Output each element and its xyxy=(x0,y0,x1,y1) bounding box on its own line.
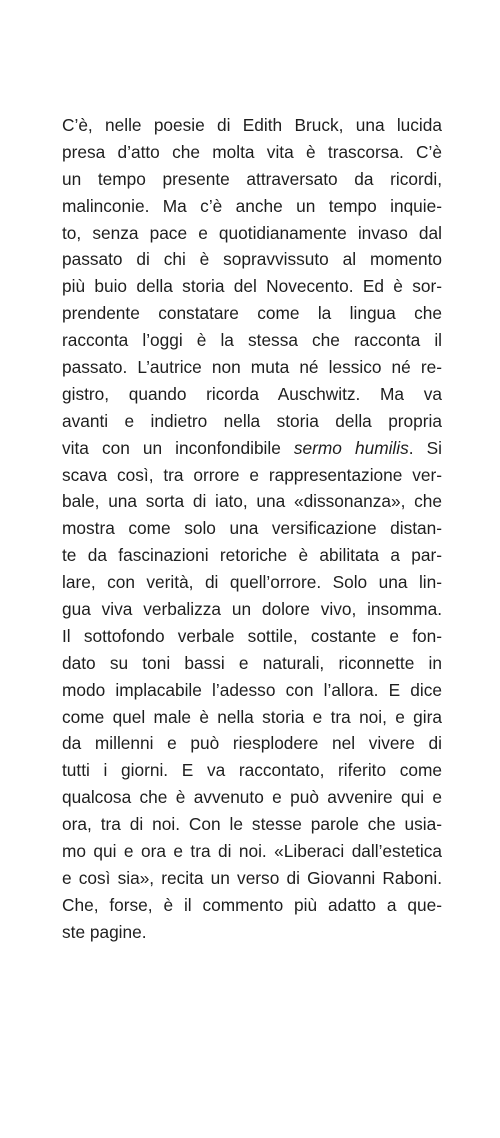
text-segment: ora, tra di noi. Con le stesse parole che usia- xyxy=(62,814,442,835)
text-line xyxy=(62,730,442,757)
text-segment: da millenni e può riesplodere nel vivere di xyxy=(62,733,442,754)
text-line xyxy=(62,354,442,381)
text-segment: Il sottofondo verbale sottile, costante e fon- xyxy=(62,625,442,646)
text-segment: passato di chi è sopravvissuto al momento xyxy=(62,249,442,270)
text-segment: lare, con verità, di quell’orrore. Solo una lin- xyxy=(62,572,442,593)
text-line xyxy=(62,220,442,247)
text-line xyxy=(62,784,442,811)
text-line xyxy=(62,327,442,354)
italic-phrase: sermo humilis xyxy=(293,437,409,458)
text-segment: racconta l’oggi è la stessa che racconta il xyxy=(62,330,442,351)
text-segment: . Si xyxy=(408,437,442,458)
text-line xyxy=(62,139,442,166)
text-segment: bale, una sorta di iato, una «dissonanza», che xyxy=(62,491,442,512)
text-line xyxy=(62,569,442,596)
text-segment: dato su toni bassi e naturali, riconnette in xyxy=(62,652,442,673)
text-segment: come quel male è nella storia e tra noi, e gira xyxy=(62,706,442,727)
text-line xyxy=(62,435,442,462)
text-segment: Che, forse, è il commento più adatto a que- xyxy=(62,894,442,915)
text-segment: qualcosa che è avvenuto e può avvenire qui e xyxy=(62,787,442,808)
text-segment: mo qui e ora e tra di noi. «Liberaci dall’estetica xyxy=(62,841,442,862)
text-line xyxy=(62,677,442,704)
text-segment: presa d’atto che molta vita è trascorsa. C’è xyxy=(62,141,442,162)
text-line xyxy=(62,919,442,946)
text-segment: modo implacabile l’adesso con l’allora. E dice xyxy=(62,679,442,700)
text-segment: C’è, nelle poesie di Edith Bruck, una lucida xyxy=(62,115,442,135)
text-line xyxy=(62,273,442,300)
text-segment: prendente constatare come la lingua che xyxy=(62,303,442,324)
text-line xyxy=(62,596,442,623)
text-line xyxy=(62,462,442,489)
text-line xyxy=(62,542,442,569)
text-segment: gua viva verbalizza un dolore vivo, insomma. xyxy=(62,599,442,620)
text-segment: un tempo presente attraversato da ricordi, xyxy=(62,168,442,189)
text-segment: ste pagine. xyxy=(62,921,147,942)
text-line xyxy=(62,193,442,220)
text-segment: gistro, quando ricorda Auschwitz. Ma va xyxy=(62,383,442,404)
text-line xyxy=(62,838,442,865)
text-segment: te da fascinazioni retoriche è abilitata a par- xyxy=(62,545,442,566)
text-line xyxy=(62,381,442,408)
text-segment: tutti i giorni. E va raccontato, riferito come xyxy=(62,760,442,781)
text-segment: to, senza pace e quotidianamente invaso dal xyxy=(62,222,442,243)
text-segment: malinconie. Ma c’è anche un tempo inquie- xyxy=(62,195,442,216)
text-line xyxy=(62,515,442,542)
text-segment: passato. L’autrice non muta né lessico né re- xyxy=(62,357,442,378)
text-line xyxy=(62,892,442,919)
text-line xyxy=(62,166,442,193)
text-segment: più buio della storia del Novecento. Ed è sor- xyxy=(62,276,442,297)
text-segment: mostra come solo una versificazione distan- xyxy=(62,518,442,539)
text-line xyxy=(62,623,442,650)
text-line xyxy=(62,300,442,327)
text-line xyxy=(62,757,442,784)
text-segment: scava così, tra orrore e rappresentazione ver- xyxy=(62,464,442,485)
text-line xyxy=(62,408,442,435)
text-line xyxy=(62,112,442,139)
text-line xyxy=(62,811,442,838)
body-paragraph xyxy=(62,112,442,946)
text-line xyxy=(62,650,442,677)
text-line xyxy=(62,704,442,731)
text-segment: e così sia», recita un verso di Giovanni Raboni. xyxy=(62,867,442,888)
text-segment: avanti e indietro nella storia della propria xyxy=(62,410,442,431)
text-segment: vita con un inconfondibile xyxy=(62,437,294,458)
text-line xyxy=(62,865,442,892)
text-line xyxy=(62,246,442,273)
text-line xyxy=(62,488,442,515)
